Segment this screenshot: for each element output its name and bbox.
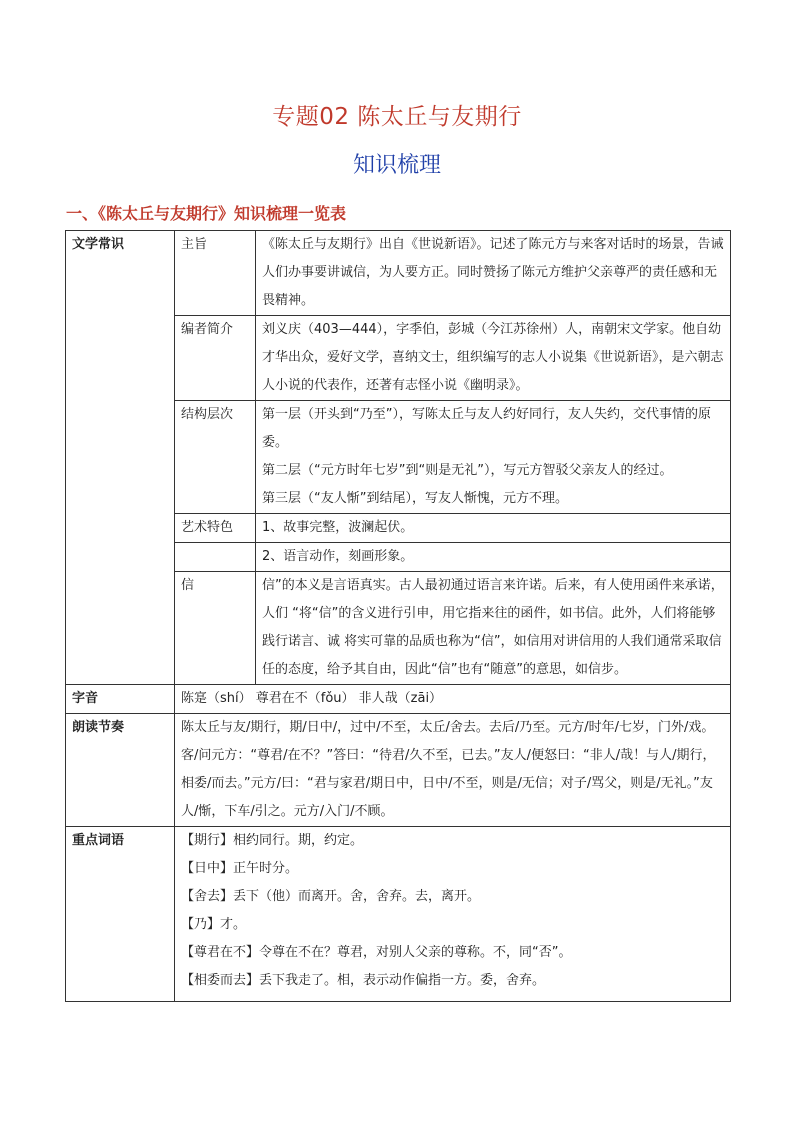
content-cell bbox=[175, 685, 731, 714]
content-cell bbox=[256, 543, 731, 572]
content-line: 信”的本义是言语真实。古人最初通过语言来许诺。后来，有人使用函件来承诺，人们 “将“信”的含义进行引申，用它指来往的函件，如书信。此外，人们将能够践行诺言、诚 将实可靠的品质也称为“信”，如信用对讲信用的人我们通常采取信任的态度，给予其自由，因此“信”也有“随意”的意思，如信步。 bbox=[262, 578, 724, 677]
content-line: 1、故事完整，波澜起伏。 bbox=[262, 520, 414, 535]
section-heading: 一、《陈太丘与友期行》知识梳理一览表 bbox=[66, 204, 347, 223]
content-cell bbox=[256, 401, 731, 514]
content-cell bbox=[256, 316, 731, 401]
category-cell: 文学常识 bbox=[66, 231, 175, 685]
keyword-item: 【舍去】丢下（他）而离开。舍，舍弃。去，离开。 bbox=[181, 889, 481, 904]
subcategory-cell: 结构层次 bbox=[175, 401, 256, 514]
content-line: 第一层（开头到“乃至”），写陈太丘与友人约好同行，友人失约，交代事情的原委。 bbox=[262, 407, 711, 450]
subcategory-cell: 艺术特色 bbox=[175, 514, 256, 543]
content-line: 第二层（“元方时年七岁”到“则是无礼”），写元方智驳父亲友人的经过。 bbox=[262, 463, 673, 478]
category-cell: 重点词语 bbox=[66, 827, 175, 1002]
content-line: 2、语言动作，刻画形象。 bbox=[262, 549, 414, 564]
table-row bbox=[66, 827, 731, 1002]
content-cell bbox=[175, 714, 731, 827]
content-line: 《陈太丘与友期行》出自《世说新语》。记述了陈元方与来客对话时的场景，告诫人们办事要讲诚信，为人要方正。同时赞扬了陈元方维护父亲尊严的责任感和无畏精神。 bbox=[262, 237, 724, 308]
keyword-item: 【乃】才。 bbox=[181, 917, 247, 932]
subcategory-cell: 编者简介 bbox=[175, 316, 256, 401]
content-line: 刘义庆（403—444），字季伯，彭城（今江苏徐州）人，南朝宋文学家。他自幼才华出众，爱好文学，喜纳文士，组织编写的志人小说集《世说新语》，是六朝志人小说的代表作，还著有志怪小说《幽明录》。 bbox=[262, 322, 724, 393]
keyword-item: 【相委而去】丢下我走了。相，表示动作偏指一方。委，舍弃。 bbox=[181, 973, 546, 988]
subcategory-cell: 信 bbox=[175, 572, 256, 685]
page-subtitle: 知识梳理 bbox=[352, 153, 441, 178]
category-cell: 字音 bbox=[66, 685, 175, 714]
page-title: 专题02 陈太丘与友期行 bbox=[272, 104, 522, 130]
content-cell bbox=[256, 231, 731, 316]
category-cell: 朗读节奏 bbox=[66, 714, 175, 827]
content-cell bbox=[256, 514, 731, 543]
content-cell bbox=[175, 827, 731, 1002]
content-line: 陈太丘与友/期行，期/日中/，过中/不至，太丘/舍去。去后/乃至。元方/时年/七岁，门外/戏。客/问元方：“尊君/在不？”答曰：“待君/久不至，已去。”友人/便怒曰：“非人/哉！与人/期行，相委/而去。”元方/曰：“君与家君/期日中，日中/不至，则是/无信；对子/骂父，则是/无礼。”友人/惭，下车/引之。元方/入门/不顾。 bbox=[181, 720, 716, 819]
keyword-item: 【期行】相约同行。期，约定。 bbox=[181, 833, 364, 848]
content-line: 陈寔（shí） 尊君在不（fǒu） 非人哉（zāi） bbox=[181, 691, 443, 706]
subcategory-cell bbox=[175, 543, 256, 572]
table-row bbox=[66, 714, 731, 827]
content-line: 第三层（“友人惭”到结尾），写友人惭愧，元方不理。 bbox=[262, 491, 568, 506]
table-row bbox=[66, 685, 731, 714]
keyword-item: 【日中】正午时分。 bbox=[181, 861, 299, 876]
knowledge-table bbox=[65, 230, 731, 1002]
table-row bbox=[66, 231, 731, 316]
content-cell bbox=[256, 572, 731, 685]
subcategory-cell: 主旨 bbox=[175, 231, 256, 316]
keyword-item: 【尊君在不】令尊在不在？尊君，对别人父亲的尊称。不，同“否”。 bbox=[181, 945, 572, 960]
